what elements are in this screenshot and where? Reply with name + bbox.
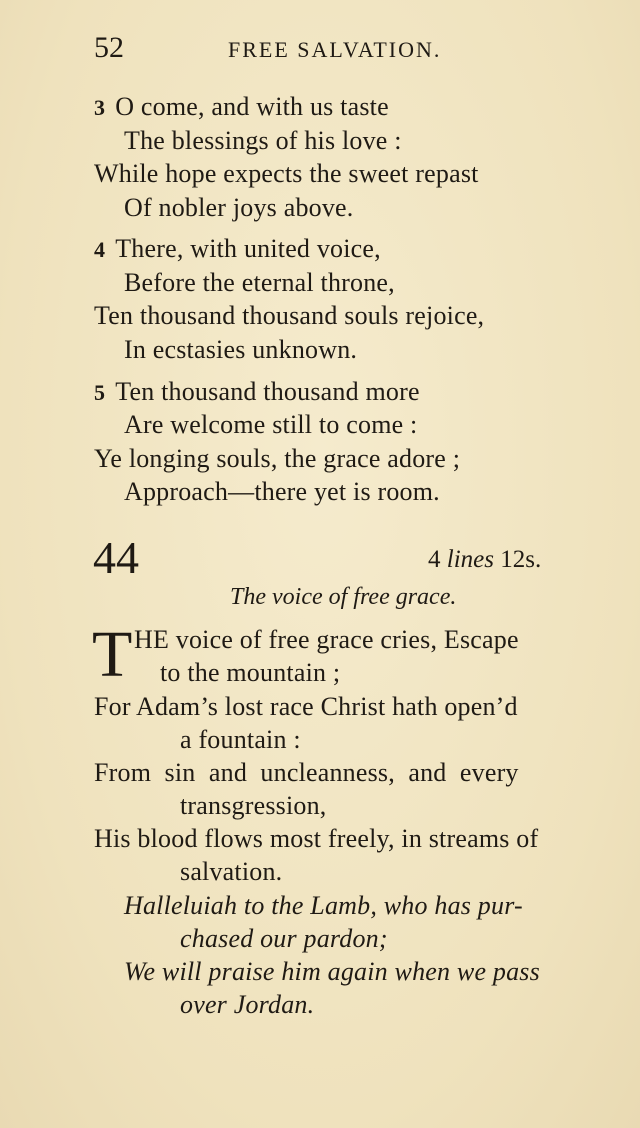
verse-number: 3 — [94, 95, 106, 120]
hymn-line-3: For Adam’s lost race Christ hath open’d — [94, 692, 518, 721]
verse-3-line-3: While hope expects the sweet repast — [94, 159, 479, 188]
hymn-line-5: From sin and uncleanness, and every — [94, 758, 519, 787]
verse-4-line-2: Before the eternal throne, — [124, 268, 395, 297]
chorus-line-1: Halleluiah to the Lamb, who has pur- — [124, 891, 523, 920]
verse-number: 4 — [94, 237, 106, 262]
verse-5-line-3: Ye longing souls, the grace adore ; — [94, 444, 461, 473]
verse-3-line-4: Of nobler joys above. — [124, 193, 354, 222]
verse-number: 5 — [94, 380, 106, 405]
hymn-line-7: His blood flows most freely, in streams of — [94, 824, 539, 853]
hymn-line-8: salvation. — [180, 857, 283, 886]
verse-5-line-4: Approach—there yet is room. — [124, 477, 440, 506]
verse-4-line-3: Ten thousand thousand souls rejoice, — [94, 301, 485, 330]
hymn-line-2: to the mountain ; — [160, 658, 341, 687]
chorus-line-2: chased our pardon; — [180, 924, 388, 953]
hymn-subtitle: The voice of free grace. — [230, 584, 457, 610]
hymn-line-6: transgression, — [180, 791, 327, 820]
verse-4-line-1: 4 There, with united voice, — [94, 234, 381, 263]
hymn-number: 44 — [93, 532, 139, 583]
hymn-line-4: a fountain : — [180, 725, 301, 754]
page-number: 52 — [94, 31, 124, 64]
verse-5-line-1: 5 Ten thousand thousand more — [94, 377, 420, 406]
chorus-line-4: over Jordan. — [180, 990, 315, 1019]
running-title: FREE SALVATION. — [228, 37, 442, 62]
verse-3-line-2: The blessings of his love : — [124, 126, 402, 155]
chorus-line-3: We will praise him again when we pass — [124, 957, 540, 986]
hymn-meter: 4 lines 12s. — [428, 546, 542, 573]
drop-cap: T — [92, 618, 133, 691]
verse-3-line-1: 3 O come, and with us taste — [94, 92, 389, 121]
verse-4-line-4: In ecstasies unknown. — [124, 335, 358, 364]
verse-5-line-2: Are welcome still to come : — [124, 410, 418, 439]
hymn-line-1: HE voice of free grace cries, Escape — [134, 625, 519, 654]
